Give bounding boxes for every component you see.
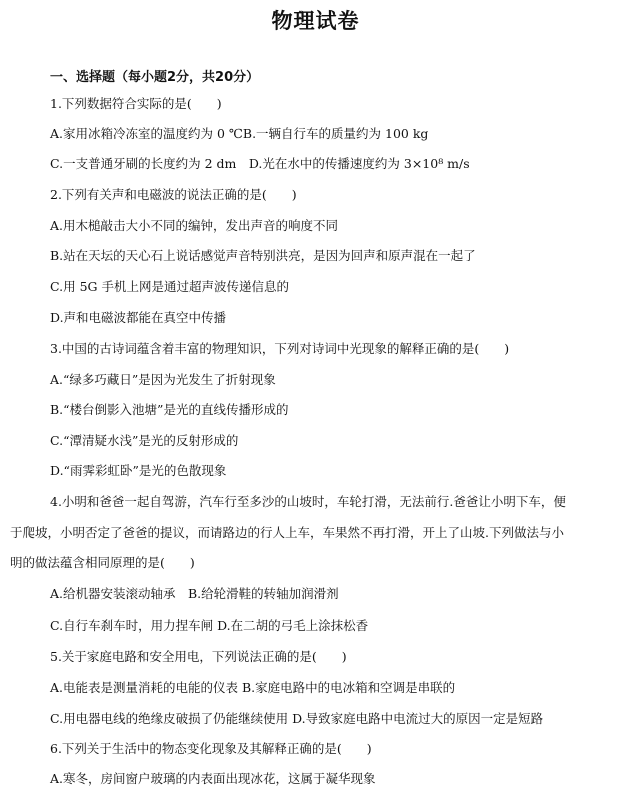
question-4-line-2: 于爬坡，小明否定了爸爸的提议，而请路边的行人上车，车果然不再打滑，开上了山坡.下列做法与小: [10, 525, 564, 540]
q4-options-cd: C.自行车刹车时，用力捏车闸 D.在二胡的弓毛上涂抹松香: [50, 618, 369, 633]
q2-option-c: C.用 5G 手机上网是通过超声波传递信息的: [50, 279, 289, 294]
q6-option-a: A.寒冬，房间窗户玻璃的内表面出现冰花，这属于凝华现象: [50, 771, 376, 786]
q2-option-a: A.用木槌敲击大小不同的编钟，发出声音的响度不同: [50, 218, 339, 233]
q5-options-ab: A.电能表是测量消耗的电能的仪表 B.家庭电路中的电冰箱和空调是串联的: [50, 680, 456, 695]
page-title: 物理试卷: [271, 9, 360, 33]
q3-option-d: D.“雨霁彩虹卧”是光的色散现象: [50, 463, 227, 478]
question-4-line-3: 明的做法蕴含相同原理的是( ): [10, 555, 195, 570]
q3-option-c: C.“潭清疑水浅”是光的反射形成的: [50, 433, 239, 448]
q4-options-ab: A.给机器安装滚动轴承 B.给轮滑鞋的转轴加润滑剂: [50, 586, 339, 601]
q3-option-a: A.“绿多巧藏日”是因为光发生了折射现象: [50, 372, 276, 387]
q2-option-b: B.站在天坛的天心石上说话感觉声音特别洪亮，是因为回声和原声混在一起了: [50, 248, 476, 263]
question-3: 3.中国的古诗词蕴含着丰富的物理知识，下列对诗词中光现象的解释正确的是( ): [50, 341, 510, 356]
q5-options-cd: C.用电器电线的绝缘皮破损了仍能继续使用 D.导致家庭电路中电流过大的原因一定是短路: [50, 711, 544, 726]
q1-options-cd: C.一支普通牙刷的长度约为 2 dm D.光在水中的传播速度约为 3×10⁸ m/s: [50, 156, 470, 171]
question-4-line-1: 4.小明和爸爸一起自驾游，汽车行至多沙的山坡时，车轮打滑，无法前行.爸爸让小明下车，便: [50, 494, 566, 509]
q3-option-b: B.“楼台倒影入池塘”是光的直线传播形成的: [50, 402, 289, 417]
q1-options-ab: A.家用冰箱冷冻室的温度约为 0 ℃B.一辆自行车的质量约为 100 kg: [50, 126, 429, 141]
question-5: 5.关于家庭电路和安全用电，下列说法正确的是( ): [50, 649, 347, 664]
section-heading: 一、选择题（每小题2分，共20分）: [50, 70, 260, 85]
question-6: 6.下列关于生活中的物态变化现象及其解释正确的是( ): [50, 741, 372, 756]
question-2: 2.下列有关声和电磁波的说法正确的是( ): [50, 187, 297, 202]
question-1: 1.下列数据符合实际的是( ): [50, 96, 222, 111]
q2-option-d: D.声和电磁波都能在真空中传播: [50, 310, 227, 325]
